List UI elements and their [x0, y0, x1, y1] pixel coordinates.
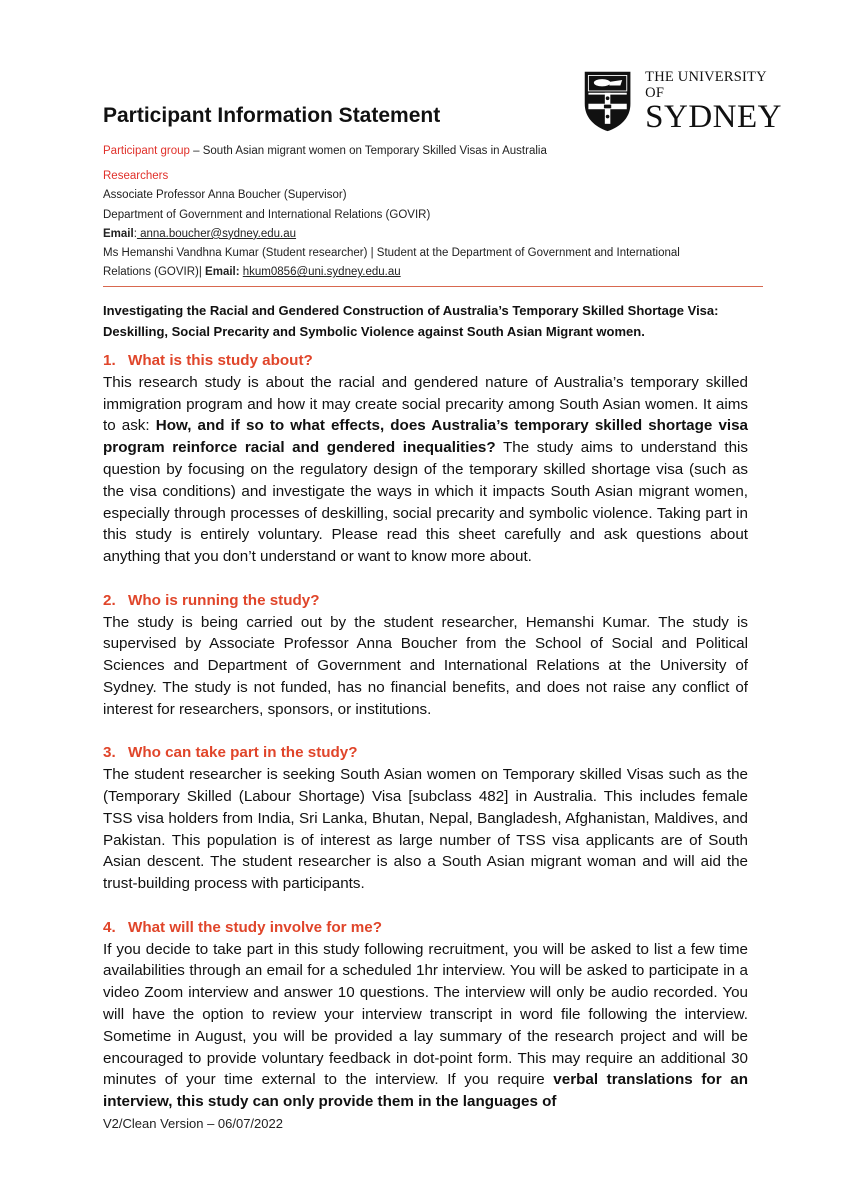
section-title: Who can take part in the study? [128, 744, 358, 762]
section-heading [103, 350, 748, 372]
section-paragraph [103, 939, 748, 1113]
section-number: 3. [103, 744, 116, 762]
document-body [103, 350, 748, 1135]
paragraph-text: This research study is about the racial and gendered nature of Australia’s temporary skilled immigration program and how it may create social precarity among South Asian women. It aims to ask: [103, 373, 748, 435]
researchers-label: Researchers [103, 170, 169, 183]
participant-group-line [103, 142, 763, 161]
researcher1-name: Associate Professor Anna Boucher (Supervisor) [103, 189, 347, 202]
section-title: What will the study involve for me? [128, 918, 382, 936]
section-2 [103, 590, 748, 721]
paragraph-text: If you decide to take part in this study following recruitment, you will be asked to list a few time availabilities through an email for a scheduled 1hr interview. You will be asked to participate in a video Zoom interview and answer 10 questions. The interview will only be audio recorded. You will have the option to review your interview transcript in word file following the interview. Sometime in August, you will be provided a lay summary of the research project and will be encouraged to provide voluntary feedback in dot-point form. This may require an additional 30 minutes of your time external to the interview. If you require [103, 940, 748, 1089]
researcher1-email-link[interactable]: anna.boucher@sydney.edu.au [136, 227, 297, 240]
researcher-info [103, 142, 763, 282]
section-heading [103, 917, 748, 939]
paragraph-text: The study aims to understand this question by focusing on the regulatory design of the temporary skilled shortage visa (such as the visa conditions) and investigate the ways in which it impacts South Asian migrant women, especially through processes of deskilling, social precarity and symbolic violence. Taking part in this study is entirely voluntary. Please read this sheet carefully and ask questions about anything that you don’t understand or want to know more about. [103, 439, 748, 566]
researcher2-affiliation: Relations (GOVIR)| [103, 266, 206, 279]
section-4 [103, 917, 748, 1113]
university-logo [582, 66, 782, 136]
section-paragraph: The study is being carried out by the student researcher, Hemanshi Kumar. The study is supervised by Associate Professor Anna Boucher from the School of Social and Political Sciences and Department of Government and International Relations at the University of Sydney. The study is not funded, has no financial benefits, and does not raise any conflict of interest for researchers, sponsors, or institutions. [103, 613, 748, 718]
section-heading [103, 590, 748, 612]
section-paragraph [103, 372, 748, 568]
researcher1-dept: Department of Government and International Relations (GOVIR) [103, 208, 431, 221]
section-paragraph: The student researcher is seeking South Asian women on Temporary skilled Visas such as the (Temporary Skilled (Labour Shortage) Visa [subclass 482] in Australia. This includes female TSS visa holders from India, Sri Lanka, Bhutan, Nepal, Bangladesh, Afghanistan, Maldives, and Pakistan. This population is of interest as large number of TSS visa applicants are of South Asian descent. The student researcher is also a South Asian migrant woman and will aid the trust-building process with participants. [103, 766, 748, 893]
study-title: Investigating the Racial and Gendered Construction of Australia’s Temporary Skilled Shortage Visa: Deskilling, Social Precarity and Symbolic Violence against South Asian Migrant women. [103, 303, 719, 339]
section-3 [103, 742, 748, 895]
section-number: 2. [103, 591, 116, 609]
section-1 [103, 350, 748, 568]
page-title: Participant Information Statement [103, 104, 441, 127]
researcher2-line2 [103, 263, 763, 282]
section-number: 1. [103, 352, 116, 369]
divider [103, 286, 763, 287]
researcher2-line1: Ms Hemanshi Vandhna Kumar (Student researcher) | Student at the Department of Government and International [103, 247, 680, 260]
logo-line-1: THE UNIVERSITY OF [645, 69, 767, 101]
participant-group-value: – South Asian migrant women on Temporary Skilled Visas in Australia [189, 145, 547, 157]
participant-group-label: Participant group [103, 145, 190, 157]
section-heading [103, 742, 748, 764]
university-crest-icon [582, 66, 633, 136]
researcher1-email-line: Email: anna.boucher@sydney.edu.au [103, 227, 297, 240]
researcher2-email-link[interactable]: hkum0856@uni.sydney.edu.au [242, 266, 401, 279]
bold-text: verbal translations for an interview, this study can only provide them in the languages of [103, 1071, 748, 1111]
research-question: How, and if so to what effects, does Australia’s temporary skilled shortage visa program reinforce racial and gendered inequalities? [103, 417, 749, 457]
section-title: What is this study about? [128, 352, 313, 369]
section-number: 4. [103, 918, 116, 936]
email-label-2: Email: [205, 266, 240, 279]
version-footer: V2/Clean Version – 06/07/2022 [103, 1116, 283, 1131]
section-title: Who is running the study? [128, 591, 320, 609]
logo-line-2: SYDNEY [645, 99, 782, 135]
email-label: Email [103, 227, 134, 240]
